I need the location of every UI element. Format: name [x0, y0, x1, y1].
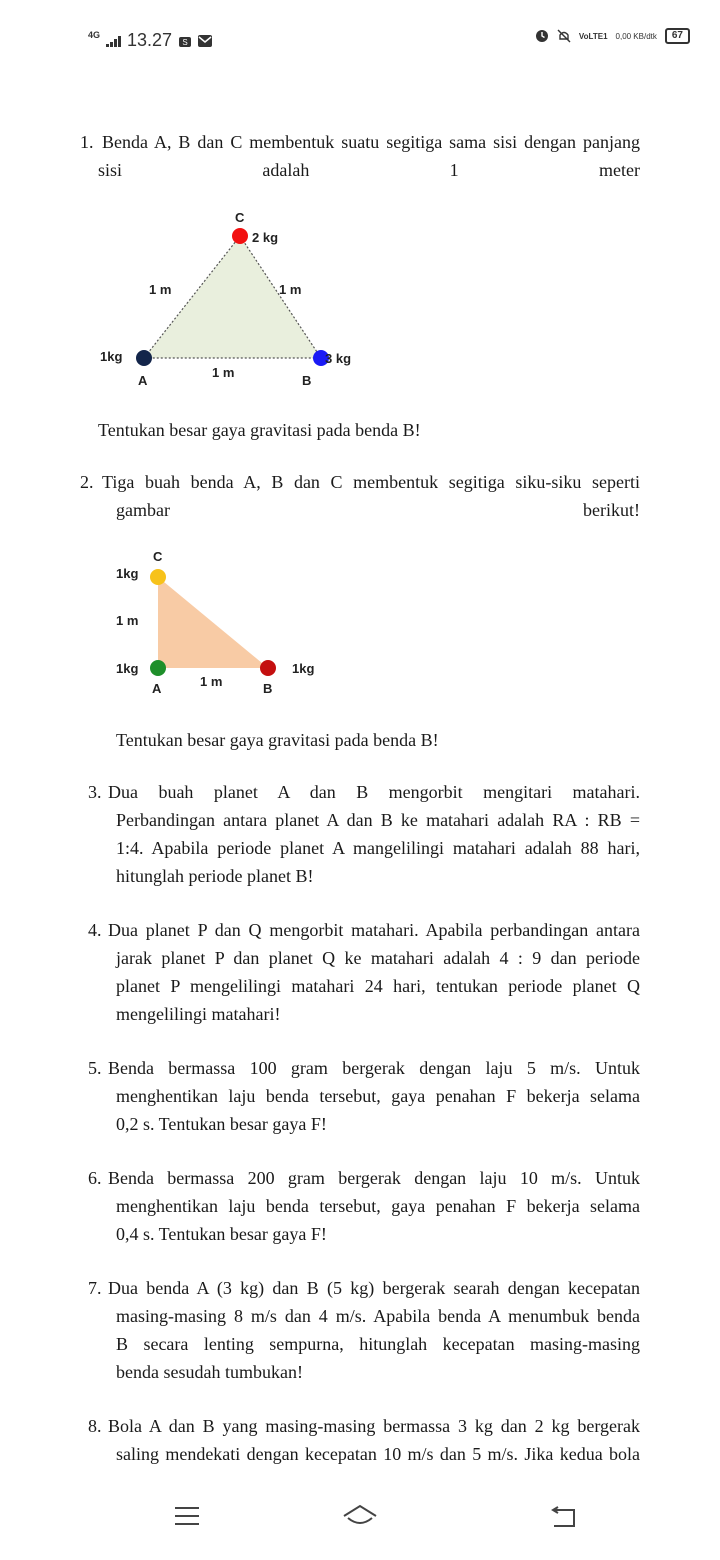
- mass-c-dot: [150, 569, 166, 585]
- question-text-line: [98, 156, 640, 184]
- word: sisi: [98, 160, 123, 180]
- question-text-line: Tiga buah benda A, B dan C membentuk segitiga siku-siku seperti: [102, 472, 640, 492]
- signal-icon: [106, 35, 121, 47]
- menu-icon[interactable]: [174, 1506, 200, 1526]
- question-1-prompt: Tentukan besar gaya gravitasi pada benda B!: [98, 420, 421, 440]
- vertex-label-c: C: [235, 210, 245, 225]
- vertex-label-b: B: [302, 373, 312, 388]
- question-number: 4.: [88, 920, 102, 940]
- clock: 13.27: [127, 30, 173, 50]
- question-text-line: Dua benda A (3 kg) dan B (5 kg) bergerak searah dengan kecepatan: [108, 1278, 640, 1298]
- question-text-line: hitunglah periode planet B!: [116, 866, 314, 886]
- question-text-line: Benda bermassa 200 gram bergerak dengan laju 10 m/s. Untuk: [108, 1168, 640, 1188]
- figure-right-triangle: [106, 546, 326, 706]
- question-text-line: mengelilingi matahari!: [116, 1004, 281, 1024]
- side-label-ca: 1 m: [116, 613, 139, 628]
- question-number: 1.: [80, 132, 94, 152]
- mass-label-a: 1kg: [116, 661, 139, 676]
- question-text-line: 0,2 s. Tentukan besar gaya F!: [116, 1114, 327, 1134]
- question-2: [80, 468, 640, 524]
- mass-a-dot: [150, 660, 166, 676]
- side-label-ca: 1 m: [149, 282, 172, 297]
- mail-icon: [198, 35, 212, 47]
- question-text-line: Dua buah planet A dan B mengorbit mengitari matahari.: [108, 782, 640, 802]
- question-3: [80, 778, 640, 890]
- mass-label-c: 2 kg: [252, 230, 279, 245]
- question-text-line: B secara lenting sempurna, hitunglah kecepatan masing-masing: [116, 1334, 640, 1354]
- question-number: 7.: [88, 1278, 102, 1298]
- word: berikut!: [583, 500, 640, 520]
- navigation-bar: [0, 1480, 720, 1560]
- question-6: [80, 1164, 640, 1248]
- question-4: [80, 916, 640, 1028]
- question-text-line: Benda bermassa 100 gram bergerak dengan laju 5 m/s. Untuk: [108, 1058, 640, 1078]
- side-label-ab: 1 m: [212, 365, 235, 380]
- mute-icon: [557, 29, 571, 43]
- svg-text:S: S: [182, 37, 188, 47]
- question-text-line: planet P mengelilingi matahari 24 hari, tentukan periode planet Q: [116, 976, 640, 996]
- mass-b-dot: [260, 660, 276, 676]
- figure-equilateral-triangle: [94, 210, 394, 400]
- question-2-prompt: Tentukan besar gaya gravitasi pada benda B!: [116, 730, 439, 750]
- triangle-shape: [144, 236, 321, 358]
- word: adalah: [262, 160, 310, 180]
- mass-label-b: 3 kg: [325, 351, 352, 366]
- side-label-cb: 1 m: [279, 282, 302, 297]
- question-number: 6.: [88, 1168, 102, 1188]
- home-icon[interactable]: [342, 1504, 378, 1528]
- volte-indicator: VoLTE1: [578, 31, 608, 41]
- question-7: [80, 1274, 640, 1386]
- status-left: [88, 30, 212, 51]
- question-text-line: 0,4 s. Tentukan besar gaya F!: [116, 1224, 327, 1244]
- mass-label-b: 1kg: [292, 661, 315, 676]
- side-label-ab: 1 m: [200, 674, 223, 689]
- network-speed: 0,00 KB/dtk: [615, 31, 657, 41]
- question-number: 5.: [88, 1058, 102, 1078]
- question-text-line: 1:4. Apabila periode planet A mangelilingi matahari adalah 88 hari,: [116, 838, 640, 858]
- word: meter: [599, 160, 640, 180]
- mass-c-dot: [232, 228, 248, 244]
- battery-icon: 67: [665, 28, 690, 44]
- question-1: [80, 128, 640, 184]
- shopee-icon: [178, 34, 192, 48]
- question-5: [80, 1054, 640, 1138]
- question-text-line: jarak planet P dan planet Q ke matahari adalah 4 : 9 dan periode: [116, 948, 640, 968]
- mass-label-c: 1kg: [116, 566, 139, 581]
- question-text-line: Dua planet P dan Q mengorbit matahari. Apabila perbandingan antara: [108, 920, 640, 940]
- vertex-label-a: A: [152, 681, 162, 696]
- vertex-label-b: B: [263, 681, 273, 696]
- question-text-line: Perbandingan antara planet A dan B ke matahari adalah RA : RB =: [116, 810, 640, 830]
- network-type: 4G: [88, 29, 101, 40]
- vertex-label-a: A: [138, 373, 148, 388]
- vertex-label-c: C: [153, 549, 163, 564]
- question-text-line: Benda A, B dan C membentuk suatu segitiga sama sisi dengan panjang: [102, 132, 640, 152]
- question-text-line: menghentikan laju benda tersebut, gaya penahan F bekerja selama: [116, 1196, 640, 1216]
- triangle-shape: [158, 577, 268, 668]
- mass-a-dot: [136, 350, 152, 366]
- question-text-line: benda sesudah tumbukan!: [116, 1362, 303, 1382]
- question-number: 2.: [80, 472, 94, 492]
- alarm-icon: [535, 29, 549, 43]
- back-icon[interactable]: [550, 1506, 576, 1528]
- question-number: 3.: [88, 782, 102, 802]
- status-bar: [0, 0, 720, 80]
- mass-label-a: 1kg: [100, 349, 123, 364]
- question-number: 8.: [88, 1416, 102, 1436]
- question-text-line: [116, 496, 640, 524]
- question-text-line: menghentikan laju benda tersebut, gaya penahan F bekerja selama: [116, 1086, 640, 1106]
- question-text-line: saling mendekati dengan kecepatan 10 m/s dan 5 m/s. Jika kedua bola: [116, 1444, 640, 1464]
- question-text-line: Bola A dan B yang masing-masing bermassa 3 kg dan 2 kg bergerak: [108, 1416, 640, 1436]
- word: 1: [449, 160, 459, 180]
- question-text-line: masing-masing 8 m/s dan 4 m/s. Apabila benda A menumbuk benda: [116, 1306, 640, 1326]
- word: gambar: [116, 500, 170, 520]
- question-8: [80, 1412, 640, 1478]
- status-right: [535, 28, 690, 44]
